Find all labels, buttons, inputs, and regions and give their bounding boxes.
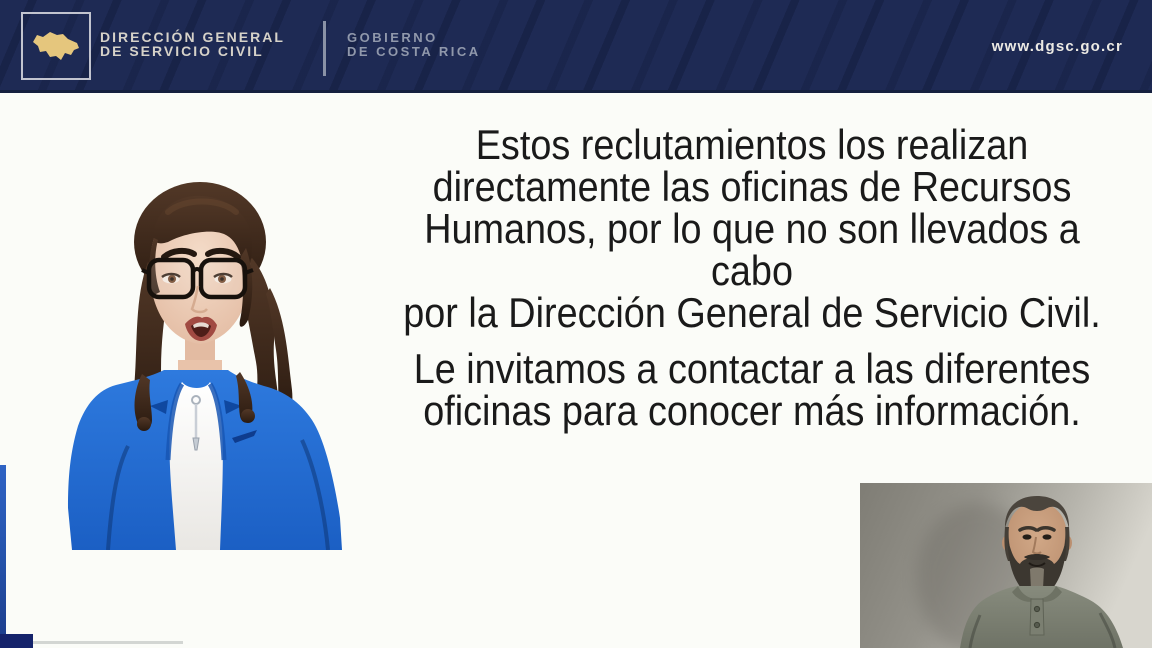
text-line: Estos reclutamientos los realizan: [475, 121, 1029, 168]
text-line: directamente las oficinas de Recursos: [432, 163, 1072, 210]
org-name: [100, 30, 285, 58]
presenter-avatar-graphic: [64, 178, 364, 550]
government-line2: DE COSTA RICA: [347, 44, 481, 59]
sign-language-interpreter-video: [860, 483, 1152, 648]
org-name-line2: DE SERVICIO CIVIL: [100, 43, 264, 59]
org-name-line1: DIRECCIÓN GENERAL: [100, 29, 285, 45]
presenter-avatar: [64, 178, 364, 550]
government-name: [347, 31, 481, 59]
message-text: [392, 121, 1112, 434]
header-divider: [323, 21, 326, 76]
text-line: oficinas para conocer más información.: [423, 387, 1081, 434]
government-line1: GOBIERNO: [347, 30, 438, 45]
left-accent-bar: [0, 465, 6, 635]
text-line: Humanos, por lo que no son llevados a cabo: [424, 205, 1080, 294]
text-line: por la Dirección General de Servicio Civil.: [403, 289, 1101, 336]
corner-accent-block: [0, 634, 33, 648]
text-line: Le invitamos a contactar a las diferentes: [413, 345, 1091, 392]
header-bar: [0, 0, 1152, 93]
interpreter-graphic: [860, 483, 1152, 648]
website-url: www.dgsc.go.cr: [991, 38, 1123, 55]
costa-rica-logo: [21, 12, 91, 80]
costa-rica-map-icon: [30, 26, 82, 66]
bottom-divider-line: [33, 641, 183, 644]
